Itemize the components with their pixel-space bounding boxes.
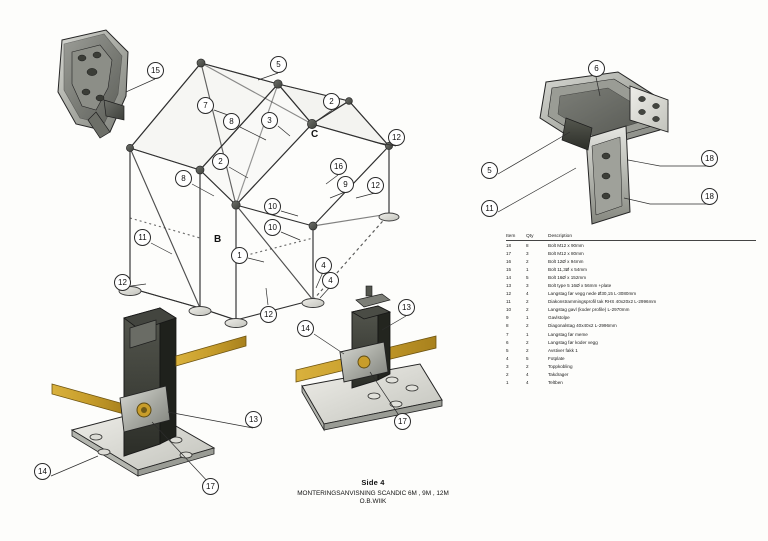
callout-bubble[interactable]: 1	[231, 247, 248, 264]
cell-description: Fotplate	[548, 355, 565, 361]
callout-bubble[interactable]: 14	[34, 463, 51, 480]
callout-bubble[interactable]: 18	[701, 150, 718, 167]
cell-qty: 4	[526, 291, 529, 297]
callout-bubble[interactable]: 12	[114, 274, 131, 291]
callout-bubble[interactable]: 17	[202, 478, 219, 495]
cell-description: Bolt type 5 16Ø x 56mm +plate	[548, 283, 612, 289]
callout-bubble[interactable]: 13	[398, 299, 415, 316]
frame-label-b: B	[214, 234, 222, 245]
callout-bubble[interactable]: 11	[481, 200, 498, 217]
cell-qty: 4	[526, 380, 529, 386]
cell-qty: 2	[526, 347, 529, 353]
callout-bubble[interactable]: 11	[134, 229, 151, 246]
callout-bubble[interactable]: 8	[223, 113, 240, 130]
cell-item: 11	[506, 299, 511, 305]
cell-qty: 3	[526, 250, 529, 256]
callout-bubble[interactable]: 10	[264, 219, 281, 236]
cell-description: Bolt 16Ø x 152mm	[548, 274, 587, 280]
cell-qty: 1	[526, 315, 529, 321]
cell-item: 5	[506, 347, 509, 353]
cell-item: 4	[506, 355, 509, 361]
cell-description: Bolt M12 x 80mm	[548, 250, 584, 256]
cell-item: 3	[506, 363, 509, 369]
cell-qty: 4	[526, 372, 529, 378]
callout-bubble[interactable]: 6	[588, 60, 605, 77]
cell-description: Diakonstrammingsprofil tak RHS 40x20x2 L-2996mm	[548, 299, 657, 305]
cell-description: Langstag før vegg nede Ø30,15 L-3080mm	[548, 291, 637, 297]
cell-description: Teltben	[548, 380, 563, 386]
callout-bubble[interactable]: 12	[260, 306, 277, 323]
cell-item: 9	[506, 315, 509, 321]
callout-bubble[interactable]: 5	[270, 56, 287, 73]
cell-description: Takdrager	[548, 372, 569, 378]
cell-qty: 2	[526, 258, 529, 264]
callout-bubble[interactable]: 10	[264, 198, 281, 215]
cell-item: 12	[506, 291, 512, 297]
sheet-subtitle: MONTERINGSANVISNING SCANDIC 6M , 9M , 12M	[297, 490, 449, 497]
callout-bubble[interactable]: 12	[388, 129, 405, 146]
callout-bubble[interactable]: 8	[175, 170, 192, 187]
cell-description: Bolt 12Ø x 94mm	[548, 258, 584, 264]
cell-item: 2	[506, 372, 509, 378]
callout-bubble[interactable]: 16	[330, 158, 347, 175]
callout-bubble[interactable]: 12	[367, 177, 384, 194]
cell-qty: 5	[526, 355, 529, 361]
cell-qty: 5	[526, 274, 529, 280]
cell-qty: 2	[526, 323, 529, 329]
cell-qty: 3	[526, 283, 529, 289]
cell-description: Langstag før koder vegg	[548, 339, 598, 345]
column-header-description: Description	[548, 234, 756, 241]
cell-description: Toppkobling	[548, 363, 573, 369]
cell-description: Diagonalstag 40x40x2 L-2996mm	[548, 323, 617, 329]
cell-item: 15	[506, 266, 512, 272]
cell-item: 17	[506, 250, 512, 256]
callout-bubble[interactable]: 13	[245, 411, 262, 428]
callout-bubble[interactable]: 2	[212, 153, 229, 170]
cell-description: Bolt M12 x 90mm	[548, 242, 584, 248]
cell-item: 18	[506, 242, 512, 248]
cell-qty: 2	[526, 339, 529, 345]
callout-bubble[interactable]: 18	[701, 188, 718, 205]
sheet-author: O.B.WIIK	[359, 498, 387, 505]
callout-bubble[interactable]: 5	[481, 162, 498, 179]
cell-qty: 2	[526, 307, 529, 313]
column-header-item: Item	[506, 234, 526, 241]
cell-description: Langstag før meme	[548, 331, 588, 337]
callout-bubble[interactable]: 7	[197, 97, 214, 114]
cell-item: 8	[506, 323, 509, 329]
callout-bubble[interactable]: 4	[322, 272, 339, 289]
callout-bubble[interactable]: 3	[261, 112, 278, 129]
cell-qty: 2	[526, 299, 529, 305]
cell-description: Bolt 11,3Ø x 54mm	[548, 266, 587, 272]
cell-description: Langstag gavl (koder profile) L-2970mm	[548, 307, 630, 313]
cell-item: 7	[506, 331, 509, 337]
cell-item: 13	[506, 283, 512, 289]
cell-item: 16	[506, 258, 512, 264]
cell-item: 1	[506, 380, 509, 386]
cell-description: Avstiver fakk 1	[548, 347, 578, 353]
cell-qty: 8	[526, 242, 529, 248]
cell-description: Gavlstolpe	[548, 315, 570, 321]
callout-bubble[interactable]: 14	[297, 320, 314, 337]
cell-item: 14	[506, 274, 512, 280]
callout-bubble[interactable]: 9	[337, 176, 354, 193]
cell-item: 6	[506, 339, 509, 345]
cell-qty: 1	[526, 266, 529, 272]
callout-bubble[interactable]: 17	[394, 413, 411, 430]
callout-bubble[interactable]: 4	[315, 257, 332, 274]
cell-qty: 1	[526, 331, 529, 337]
column-header-qty: Qty	[526, 234, 548, 241]
callout-bubble[interactable]: 2	[323, 93, 340, 110]
cell-qty: 2	[526, 363, 529, 369]
frame-label-c: C	[311, 129, 319, 140]
cell-item: 10	[506, 307, 512, 313]
sheet-title: Side 4	[361, 478, 385, 487]
callout-bubble[interactable]: 15	[147, 62, 164, 79]
